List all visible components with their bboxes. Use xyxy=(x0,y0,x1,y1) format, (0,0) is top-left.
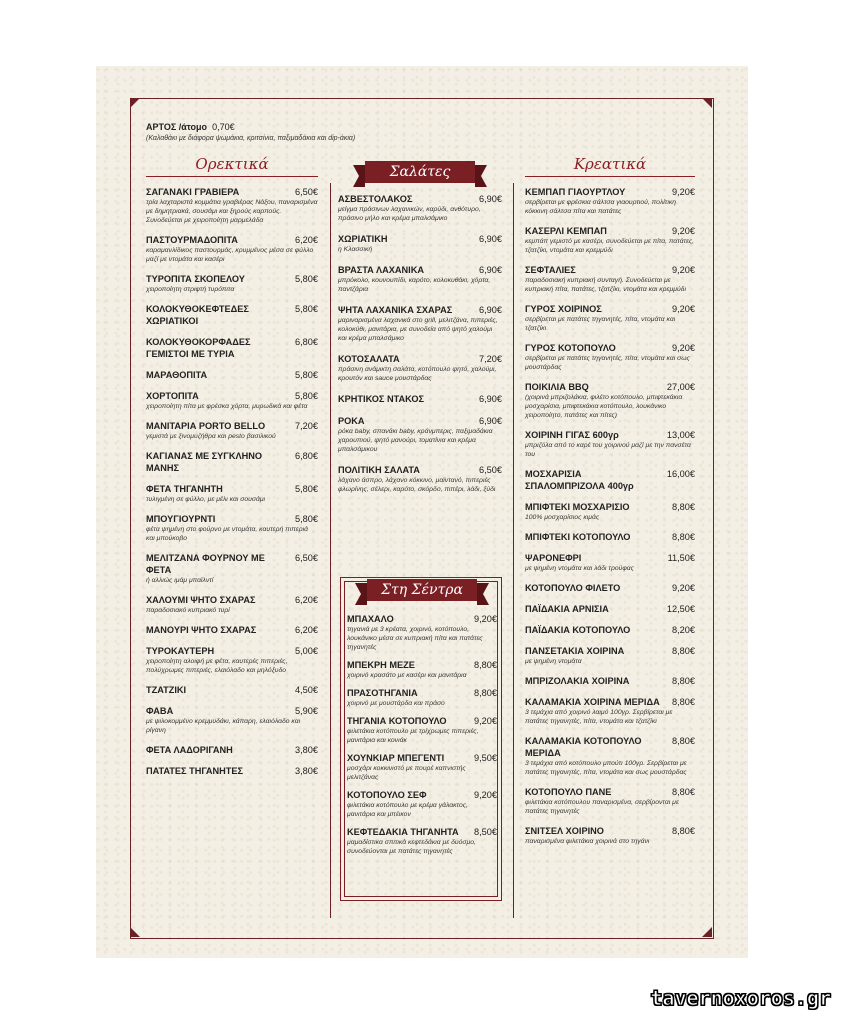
menu-item xyxy=(146,705,318,735)
menu-item xyxy=(146,450,318,474)
menu-item xyxy=(146,594,318,615)
menu-item-name: ΠΑΤΑΤΕΣ ΤΗΓΑΝΗΤΕΣ xyxy=(146,766,244,776)
menu-item-description: πράσινη ανάμικτη σαλάτα, κοτόπουλο ψητό, χαλούμι, κρουτόν και sauce μουστάρδας xyxy=(338,366,497,382)
column-divider xyxy=(513,183,514,918)
menu-item-price: 8,80€ xyxy=(672,532,695,542)
menu-item-name: ΣΕΦΤΑΛΙΕΣ xyxy=(525,265,576,275)
menu-item xyxy=(525,675,695,687)
kreatika-heading: Κρεατικά xyxy=(525,155,695,177)
bread-note: (Καλαθάκι με διάφορα ψωμάκια, κριτσίνια, παξιμαδάκια και dip-άκια) xyxy=(146,135,356,142)
menu-item-name: ΚΟΤΟΣΑΛΑΤΑ xyxy=(338,354,400,364)
menu-item-name: ΚΟΛΟΚΥΘΟΚΟΡΦΑΔΕΣ ΓΕΜΙΣΤΟΙ ΜΕ ΤΥΡΙΑ xyxy=(146,337,251,359)
menu-item-price: 6,20€ xyxy=(295,235,318,245)
menu-item-name: ΤΥΡΟΠΙΤΑ ΣΚΟΠΕΛΟΥ xyxy=(146,274,245,284)
menu-item-name: ΠΑΝΣΕΤΑΚΙΑ ΧΟΙΡΙΝΑ xyxy=(525,646,625,656)
menu-item-name: ΜΟΣΧΑΡΙΣΙΑ ΣΠΑΛΟΜΠΡΙΖΟΛΑ 400γρ xyxy=(525,469,634,491)
menu-item xyxy=(146,186,318,225)
menu-item-name: ΡΟΚΑ xyxy=(338,416,365,426)
menu-item xyxy=(146,390,318,411)
menu-item-name: ΚΑΛΑΜΑΚΙΑ ΚΟΤΟΠΟΥΛΟ ΜΕΡΙΔΑ xyxy=(525,736,642,758)
menu-item xyxy=(347,826,497,856)
salates-heading: Σαλάτες xyxy=(365,161,475,183)
menu-item-price: 6,50€ xyxy=(479,465,502,475)
menu-item xyxy=(525,624,695,636)
site-watermark: tavernoxoros.gr xyxy=(650,986,831,1010)
bread-charge xyxy=(146,122,355,142)
menu-item-name: ΚΟΤΟΠΟΥΛΟ ΦΙΛΕΤΟ xyxy=(525,583,621,593)
menu-item-name: ΧΟΥΝΚΙΑΡ ΜΠΕΓΕΝΤΙ xyxy=(347,753,445,763)
menu-item xyxy=(525,429,695,459)
menu-item xyxy=(338,304,502,343)
menu-item xyxy=(525,381,695,420)
menu-item-name: ΚΟΛΟΚΥΘΟΚΕΦΤΕΔΕΣ ΧΩΡΙΑΤΙΚΟΙ xyxy=(146,304,249,326)
menu-item-name: ΧΩΡΙΑΤΙΚΗ xyxy=(338,234,388,244)
menu-item xyxy=(525,825,695,846)
frame-corner xyxy=(130,98,140,108)
sentra-list xyxy=(347,613,497,856)
salates-list xyxy=(338,193,502,494)
menu-item-name: ΧΟΡΤΟΠΙΤΑ xyxy=(146,391,199,401)
kreatika-column xyxy=(525,155,695,855)
menu-item-price: 5,80€ xyxy=(295,391,318,401)
menu-item-description: χειροποίητη στριφτή τυρόπιτα xyxy=(146,286,235,293)
menu-item xyxy=(525,531,695,543)
menu-item xyxy=(525,552,695,573)
menu-item xyxy=(338,464,502,494)
menu-item-description: τρία λαχταριστά κομμάτια γραβιέρας Νάξου, παναρισμένα με δημητριακά, σουσάμι και ξηρούς καρπούς. Συνοδεύεται με χειροποίητη μαρμελάδα xyxy=(146,199,318,224)
menu-item-description: με ψημένη ντομάτα και λάδι τρούφας xyxy=(525,565,634,572)
menu-item xyxy=(525,696,695,726)
menu-item-price: 4,50€ xyxy=(295,685,318,695)
menu-item-price: 6,20€ xyxy=(295,625,318,635)
menu-item xyxy=(347,613,497,652)
menu-item-name: ΠΑΪΔΑΚΙΑ ΑΡΝΙΣΙΑ xyxy=(525,604,609,614)
menu-item-description: μαμαδίστικα σπιτικά κεφτεδάκια με δυόσμο, συνοδεύονται με πατάτες τηγανητές xyxy=(347,839,476,855)
menu-item xyxy=(347,659,497,680)
menu-item-price: 6,90€ xyxy=(479,265,502,275)
menu-item-description: με ψιλοκομμένο κρεμμυδάκι, κάπαρη, ελαιόλαδο και ρίγανη xyxy=(146,718,301,734)
menu-item-price: 9,50€ xyxy=(474,753,497,763)
menu-item xyxy=(146,420,318,441)
menu-item-description: χοιρινό κρασάτο με κασέρι και μανιτάρια xyxy=(347,672,467,679)
menu-item-price: 3,80€ xyxy=(295,745,318,755)
menu-item-price: 9,20€ xyxy=(474,614,497,624)
menu-item xyxy=(525,468,695,492)
menu-item-price: 9,20€ xyxy=(474,790,497,800)
menu-item-price: 6,90€ xyxy=(479,394,502,404)
menu-item-name: ΚΟΤΟΠΟΥΛΟ ΣΕΦ xyxy=(347,790,427,800)
menu-item xyxy=(146,273,318,294)
menu-item-price: 5,80€ xyxy=(295,274,318,284)
menu-item-name: ΦΑΒΑ xyxy=(146,706,174,716)
frame-corner xyxy=(702,927,712,937)
menu-item-price: 6,20€ xyxy=(295,595,318,605)
menu-item xyxy=(146,624,318,636)
menu-item xyxy=(146,336,318,360)
menu-item-price: 6,50€ xyxy=(295,553,318,563)
menu-item-price: 8,80€ xyxy=(672,646,695,656)
menu-item-description: (χοιρινά μπριζολάκια, φιλέτο κοτόπουλο, μπιφτεκάκια μοσχαρίσια, μπιφτεκάκια κοτόπουλο, λουκάνικο χειροποίητο, πατάτες και πίτες) xyxy=(525,394,683,419)
menu-item xyxy=(347,715,497,745)
menu-item-name: ΚΑΛΑΜΑΚΙΑ ΧΟΙΡΙΝΑ ΜΕΡΙΔΑ xyxy=(525,697,660,707)
menu-item xyxy=(338,233,502,254)
menu-item-price: 8,80€ xyxy=(672,787,695,797)
menu-item-price: 7,20€ xyxy=(479,354,502,364)
menu-item-name: ΜΑΝΙΤΑΡΙΑ PORTO BELLO xyxy=(146,421,266,431)
menu-item-description: 3 τεμάχια από κοτόπουλο μπούτι 100γρ. Σερβίρεται με πατάτες τηγανητές, πίτα, ντομάτα και σως μουστάρδας xyxy=(525,760,687,776)
menu-item-price: 9,20€ xyxy=(474,716,497,726)
menu-item-description: φιλετάκια κοτόπουλο με κρέμα γάλακτος, μανιτάρια και μπέικον xyxy=(347,802,468,818)
menu-item xyxy=(525,645,695,666)
menu-item xyxy=(146,234,318,264)
menu-item-price: 11,50€ xyxy=(667,553,695,563)
menu-item-description: μπριζόλα από το καρέ του χοιρινού μαζί με την πανσέτα του xyxy=(525,442,691,458)
kreatika-list xyxy=(525,186,695,846)
menu-item-name: ΣΑΓΑΝΑΚΙ ΓΡΑΒΙΕΡΑ xyxy=(146,187,240,197)
menu-item-description: φιλετάκια κοτόπουλου παναρισμένα, σερβίρονται με πατάτες τηγανητές xyxy=(525,799,679,815)
menu-item xyxy=(525,186,695,216)
menu-item xyxy=(338,353,502,383)
menu-item-name: ΜΑΝΟΥΡΙ ΨΗΤΟ ΣΧΑΡΑΣ xyxy=(146,625,257,635)
menu-item-name: ΒΡΑΣΤΑ ΛΑΧΑΝΙΚΑ xyxy=(338,265,424,275)
menu-item-description: παναρισμένα φιλετάκια χοιρινά στο τηγάνι xyxy=(525,838,650,845)
menu-item xyxy=(347,789,497,819)
menu-item-name: ΧΟΙΡΙΝΗ ΓΙΓΑΣ 600γρ xyxy=(525,430,619,440)
menu-item-name: ΜΠΙΦΤΕΚΙ ΚΟΤΟΠΟΥΛΟ xyxy=(525,532,631,542)
menu-item-name: ΜΠΑΧΑΛΟ xyxy=(347,614,394,624)
menu-item-name: ΨΑΡΟΝΕΦΡΙ xyxy=(525,553,582,563)
menu-item-price: 8,80€ xyxy=(474,688,497,698)
frame-corner xyxy=(702,98,712,108)
menu-item-price: 8,50€ xyxy=(474,827,497,837)
menu-item-description: σερβίρεται με φρέσκια σάλτσα γιαουρτιού, πολίτικη κόκκινη σάλτσα πίτα και πατάτες xyxy=(525,199,676,215)
menu-item-description: τυλιγμένη σε φύλλο, με μέλι και σουσάμι xyxy=(146,496,266,503)
menu-item-price: 8,20€ xyxy=(672,625,695,635)
menu-item-price: 9,20€ xyxy=(672,265,695,275)
menu-item-price: 8,80€ xyxy=(672,676,695,686)
menu-item xyxy=(146,552,318,585)
menu-item-name: ΓΥΡΟΣ ΧΟΙΡΙΝΟΣ xyxy=(525,304,602,314)
menu-item-description: ή αλλιώς ιμάμ μπαϊλντί xyxy=(146,577,214,584)
bread-price: 0,70€ xyxy=(212,122,235,132)
menu-item-description: η Κλασσική xyxy=(338,246,373,253)
menu-item xyxy=(338,264,502,294)
menu-item-description: χειροποίητη αλοιφή με φέτα, καυτερές πιπεριές, πολύχρωμες πιπεριές, ελαιόλαδο και μηλόξυδο xyxy=(146,658,288,674)
menu-item-price: 5,80€ xyxy=(295,514,318,524)
menu-item-description: 3 τεμάχια από χοιρινό λαιμό 100γρ. Σερβίρεται με πατάτες τηγανητές, πίτα, ντομάτα και τζατζίκι xyxy=(525,709,673,725)
menu-item-price: 13,00€ xyxy=(666,430,695,440)
menu-item xyxy=(146,369,318,381)
menu-item-description: σερβίρεται με πατάτες τηγανητές, πίτα, ντομάτα και σως μουστάρδας xyxy=(525,355,690,371)
menu-item-price: 9,20€ xyxy=(672,187,695,197)
menu-item-description: μαριναρισμένα λαχανικά στο grill, μελιτζάνα, πιπεριές, κολοκύθι, μανιτάρια, με συνοδεία από ψητό χαλούμι και κρέμα μπαλσάμικο xyxy=(338,317,498,342)
menu-item-price: 8,80€ xyxy=(672,736,695,746)
menu-item xyxy=(525,501,695,522)
menu-item xyxy=(146,744,318,756)
menu-item-price: 5,80€ xyxy=(295,304,318,314)
menu-item-name: ΚΕΦΤΕΔΑΚΙΑ ΤΗΓΑΝΗΤΑ xyxy=(347,827,459,837)
menu-item-name: ΠΑΣΤΟΥΡΜΑΔΟΠΙΤΑ xyxy=(146,235,238,245)
menu-item-description: φιλετάκια κοτόπουλο με τρίχρωμες πιπεριές, μανιτάρια και κονιάκ xyxy=(347,728,479,744)
menu-item-name: ΦΕΤΑ ΛΑΔΟΡΙΓΑΝΗ xyxy=(146,745,233,755)
menu-item-name: ΚΑΓΙΑΝΑΣ ΜΕ ΣΥΓΚΛΗΝΟ ΜΑΝΗΣ xyxy=(146,451,262,473)
menu-item-description: μπρόκολο, κουνουπίδι, καρότο, κολοκυθάκι, χόρτα, παντζάρια xyxy=(338,277,491,293)
menu-item-price: 9,20€ xyxy=(672,583,695,593)
menu-item-name: ΑΣΒΕΣΤΟΛΑΚΟΣ xyxy=(338,194,413,204)
menu-item xyxy=(525,603,695,615)
menu-item-price: 6,90€ xyxy=(479,416,502,426)
menu-item-price: 6,90€ xyxy=(479,194,502,204)
menu-item-name: ΜΑΡΑΘΟΠΙΤΑ xyxy=(146,370,208,380)
menu-item xyxy=(525,735,695,777)
menu-item xyxy=(525,303,695,333)
menu-item xyxy=(525,225,695,255)
menu-item xyxy=(146,303,318,327)
menu-item-name: ΤΥΡΟΚΑΥΤΕΡΗ xyxy=(146,646,215,656)
sentra-section xyxy=(347,577,497,863)
menu-item-name: ΠΑΪΔΑΚΙΑ ΚΟΤΟΠΟΥΛΟ xyxy=(525,625,631,635)
menu-item xyxy=(338,415,502,454)
menu-item-price: 6,50€ xyxy=(295,187,318,197)
salates-column xyxy=(338,155,502,504)
menu-item-description: σερβίρεται με πατάτες τηγανητές, πίτα, ντομάτα και τζατζίκι xyxy=(525,316,676,332)
menu-item-description: καραμανλίδικος παστουρμάς, κρυμμένος μέσα σε φύλλο μαζί με ντομάτα και κασέρι xyxy=(146,247,314,263)
menu-item-name: ΜΕΛΙΤΖΑΝΑ ΦΟΥΡΝΟΥ ΜΕ ΦΕΤΑ xyxy=(146,553,265,575)
menu-item-description: κεμπάπ γεμιστό με κασέρι, συνοδεύεται με πίτα, πατάτες, τζατζίκι, ντομάτα και κρεμμύδι xyxy=(525,238,695,254)
menu-item-name: ΚΡΗΤΙΚΟΣ ΝΤΑΚΟΣ xyxy=(338,394,425,404)
menu-item xyxy=(525,342,695,372)
menu-item-description: παραδοσιακή κυπριακή συνταγή. Συνοδεύεται με κυπριακή πίτα, πατάτες, τζατζίκι, ντομάτα και κρεμμύδι xyxy=(525,277,686,293)
frame-corner xyxy=(130,927,140,937)
menu-item-name: ΚΟΤΟΠΟΥΛΟ ΠΑΝΕ xyxy=(525,787,612,797)
menu-item-description: χοιρινό με μουστάρδα και πράσο xyxy=(347,700,445,707)
menu-item xyxy=(146,684,318,696)
menu-item-name: ΦΕΤΑ ΤΗΓΑΝΗΤΗ xyxy=(146,484,223,494)
menu-item-name: ΠΟΛΙΤΙΚΗ ΣΑΛΑΤΑ xyxy=(338,465,420,475)
orektika-column xyxy=(146,155,318,786)
menu-item xyxy=(338,393,502,405)
menu-item-price: 8,80€ xyxy=(672,502,695,512)
column-divider xyxy=(330,183,331,918)
menu-item-description: μείγμα πράσινων λαχανικών, καρύδι, ανθότυρο, πράσινο μήλο και κρέμα μπαλσάμικο xyxy=(338,206,481,222)
orektika-list xyxy=(146,186,318,777)
menu-item xyxy=(146,765,318,777)
menu-item-name: ΚΑΣΕΡΛΙ ΚΕΜΠΑΠ xyxy=(525,226,607,236)
menu-item-price: 27,00€ xyxy=(666,382,695,392)
menu-item-price: 12,50€ xyxy=(666,604,695,614)
menu-item xyxy=(347,752,497,782)
sentra-heading: Στη Σέντρα xyxy=(367,579,477,601)
menu-item-name: ΓΥΡΟΣ ΚΟΤΟΠΟΥΛΟ xyxy=(525,343,616,353)
menu-item-name: ΜΠΙΦΤΕΚΙ ΜΟΣΧΑΡΙΣΙΟ xyxy=(525,502,630,512)
menu-item-price: 9,20€ xyxy=(672,343,695,353)
menu-item-price: 8,80€ xyxy=(672,826,695,836)
menu-item-description: με ψημένη ντομάτα xyxy=(525,658,582,665)
menu-item-price: 6,90€ xyxy=(479,234,502,244)
menu-item-name: ΠΡΑΣΟΤΗΓΑΝΙΑ xyxy=(347,688,418,698)
menu-item-description: φέτα ψημένη στο φούρνο με ντομάτα, καυτερή πιπεριά και μπούκοβο xyxy=(146,526,309,542)
menu-item-description: τηγανιά με 3 κρέατα, χοιρινό, κοτόπουλο, λουκάνικο μέσα σε κυπριακή πίτα και πατάτες τηγανητές xyxy=(347,626,483,651)
menu-item-price: 7,20€ xyxy=(295,421,318,431)
menu-item-name: ΚΕΜΠΑΠ ΓΙΑΟΥΡΤΛΟΥ xyxy=(525,187,626,197)
menu-item xyxy=(525,582,695,594)
menu-item-price: 6,80€ xyxy=(295,451,318,461)
menu-item-name: ΠΟΙΚΙΛΙΑ BBQ xyxy=(525,382,589,392)
menu-item xyxy=(146,483,318,504)
menu-item xyxy=(525,264,695,294)
menu-item-name: ΣΝΙΤΣΕΛ ΧΟΙΡΙΝΟ xyxy=(525,826,604,836)
menu-item-price: 5,90€ xyxy=(295,706,318,716)
menu-item-description: 100% μοσχαρίσιος κιμάς xyxy=(525,514,600,521)
menu-item-price: 9,20€ xyxy=(672,226,695,236)
menu-item-description: χειροποίητη πίτα με φρέσκα χόρτα, μυρωδικά και φέτα xyxy=(146,403,308,410)
menu-item-description: μοσχάρι κοκκινιστό με πουρέ καπνιστής μελιτζάνας xyxy=(347,765,466,781)
menu-item-name: ΜΠΡΙΖΟΛΑΚΙΑ ΧΟΙΡΙΝΑ xyxy=(525,676,630,686)
menu-item-price: 8,80€ xyxy=(474,660,497,670)
menu-item-name: ΜΠΕΚΡΗ ΜΕΖΕ xyxy=(347,660,415,670)
menu-item-description: γεμιστά με ξινομυζήθρα και pesto βασιλικού xyxy=(146,433,276,440)
menu-item-name: ΜΠΟΥΓΙΟΥΡΝΤΙ xyxy=(146,514,216,524)
menu-item xyxy=(338,193,502,223)
menu-item-name: ΤΖΑΤΖΙΚΙ xyxy=(146,685,187,695)
menu-item-price: 3,80€ xyxy=(295,766,318,776)
menu-item xyxy=(146,645,318,675)
menu-item-price: 6,80€ xyxy=(295,337,318,347)
menu-item xyxy=(146,513,318,543)
menu-item-price: 6,90€ xyxy=(479,305,502,315)
orektika-heading: Ορεκτικά xyxy=(146,155,318,177)
menu-item-name: ΧΑΛΟΥΜΙ ΨΗΤΟ ΣΧΑΡΑΣ xyxy=(146,595,256,605)
menu-item-price: 9,20€ xyxy=(672,304,695,314)
menu-item-description: ρόκα baby, σπανάκι baby, κράνμπερις, παξιμαδάκια χαρουπιού, ψητό μανούρι, τοματίνια και κρέμα μπαλσάμικου xyxy=(338,428,493,453)
menu-item xyxy=(525,786,695,816)
menu-item-price: 8,80€ xyxy=(672,697,695,707)
menu-item xyxy=(347,687,497,708)
menu-item-name: ΤΗΓΑΝΙΑ ΚΟΤΟΠΟΥΛΟ xyxy=(347,716,447,726)
menu-item-price: 5,80€ xyxy=(295,370,318,380)
menu-item-description: παραδοσιακό κυπριακό τυρί xyxy=(146,607,230,614)
menu-item-price: 16,00€ xyxy=(666,469,695,479)
menu-item-description: λάχανο άσπρο, λάχανο κόκκινο, μαϊντανό, πιπεριές φλωρίνης, σέλερι, καρότο, σκόρδο, πιπέρι, λάδι, ξύδι xyxy=(338,477,496,493)
menu-item-price: 5,80€ xyxy=(295,484,318,494)
menu-item-price: 5,00€ xyxy=(295,646,318,656)
menu-item-name: ΨΗΤΑ ΛΑΧΑΝΙΚΑ ΣΧΑΡΑΣ xyxy=(338,305,453,315)
bread-title: ΑΡΤΟΣ /άτομο xyxy=(146,122,208,132)
